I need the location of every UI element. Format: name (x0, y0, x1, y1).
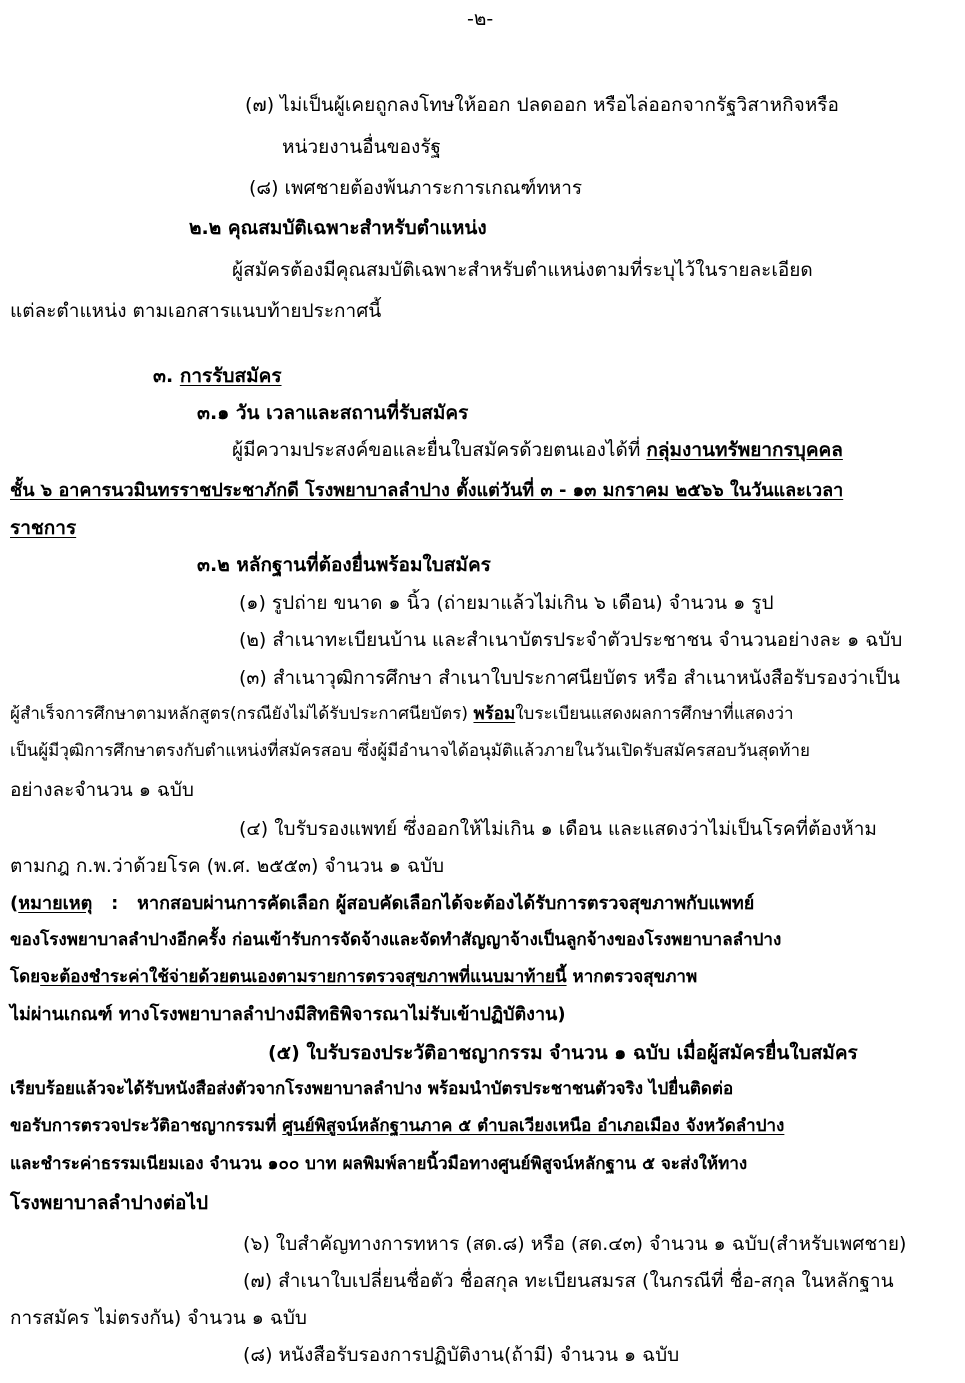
section-3-2-heading: ๓.๒ หลักฐานที่ต้องยื่นพร้อมใบสมัคร (197, 554, 491, 576)
note-line-1: (หมายเหตุ : หากสอบผ่านการคัดเลือก ผู้สอบคัดเลือกได้จะต้องได้รับการตรวจสุขภาพกับแพทย์ (10, 893, 755, 914)
document-item-3-text-a: ผู้สำเร็จการศึกษาตามหลักสูตร(กรณียังไม่ได้รับประกาศนียบัตร) (10, 704, 469, 724)
page-number: -๒- (467, 8, 494, 30)
section-3-number: ๓. (153, 365, 174, 387)
document-item-5-line-2: เรียบร้อยแล้วจะได้รับหนังสือส่งตัวจากโรงพยาบาลลำปาง พร้อมนำบัตรประชาชนตัวจริง ไปยื่นติดต่อ (10, 1079, 734, 1099)
document-item-6: (๖) ใบสำคัญทางการทหาร (สด.๘) หรือ (สด.๔๓) จำนวน ๑ ฉบับ(สำหรับเพศชาย) (243, 1233, 907, 1255)
hr-department-location: กลุ่มงานทรัพยากรบุคคล (646, 439, 843, 461)
section-2-2-line-2: แต่ละตำแหน่ง ตามเอกสารแนบท้ายประกาศนี้ (10, 300, 382, 322)
note-self-pay-text: จะต้องชำระค่าใช้จ่ายด้วยตนเองตามรายการตรวจสุขภาพที่แนบมาท้ายนี้ (40, 967, 567, 987)
section-3-1-line-1 (232, 441, 843, 460)
document-item-7-line-2: การสมัคร ไม่ตรงกัน) จำนวน ๑ ฉบับ (10, 1307, 307, 1329)
document-item-1: (๑) รูปถ่าย ขนาด ๑ นิ้ว (ถ่ายมาแล้วไม่เกิน ๖ เดือน) จำนวน ๑ รูป (239, 592, 774, 614)
document-item-5-line-3 (10, 1118, 784, 1135)
document-item-3-with: พร้อม (473, 704, 516, 724)
document-item-4-line-2: ตามกฎ ก.พ.ว่าด้วยโรค (พ.ศ. ๒๕๕๓) จำนวน ๑ ฉบับ (10, 855, 445, 877)
document-item-3-text-c: ใบระเบียนแสดงผลการศึกษาที่แสดงว่า (515, 704, 794, 724)
document-item-3-line-2 (10, 706, 794, 723)
document-item-3-line-4: อย่างละจำนวน ๑ ฉบับ (10, 779, 194, 801)
qualification-item-7-line-2: หน่วยงานอื่นของรัฐ (282, 136, 442, 158)
qualification-item-7-text: (๗) ไม่เป็นผู้เคยถูกลงโทษให้ออก ปลดออก หรือไล่ออกจากรัฐวิสาหกิจหรือ (245, 94, 839, 116)
section-3-1-text: ผู้มีความประสงค์ขอและยื่นใบสมัครด้วยตนเองได้ที่ (232, 439, 641, 461)
note-text-a: โดย (10, 967, 41, 987)
section-3-heading (153, 367, 282, 386)
note-text: หากสอบผ่านการคัดเลือก ผู้สอบคัดเลือกได้จะต้องได้รับการตรวจสุขภาพกับแพทย์ (137, 893, 755, 914)
note-separator: : (111, 893, 119, 914)
section-3-title: การรับสมัคร (179, 365, 282, 387)
document-item-3-line-3: เป็นผู้มีวุฒิการศึกษาตรงกับตำแหน่งที่สมัครสอบ ซึ่งผู้มีอำนาจได้อนุมัติแล้วภายในวันเปิดรับสมัครสอบวันสุดท้าย (10, 741, 810, 761)
section-2-2-line-1 (232, 261, 955, 280)
document-item-4-text: (๔) ใบรับรองแพทย์ ซึ่งออกให้ไม่เกิน ๑ เดือน และแสดงว่าไม่เป็นโรคที่ต้องห้าม (239, 818, 877, 840)
document-item-5-text-a: ขอรับการตรวจประวัติอาชญากรรมที่ (10, 1116, 277, 1136)
note-line-3 (10, 969, 697, 986)
qualification-item-8: (๘) เพศชายต้องพ้นภาระการเกณฑ์ทหาร (249, 177, 583, 199)
document-item-2: (๒) สำเนาทะเบียนบ้าน และสำเนาบัตรประจำตัวประชาชน จำนวนอย่างละ ๑ ฉบับ (239, 629, 903, 651)
section-3-1-heading: ๓.๑ วัน เวลาและสถานที่รับสมัคร (197, 402, 469, 424)
document-item-4-line-1 (239, 820, 955, 839)
document-item-5-text: (๕) ใบรับรองประวัติอาชญากรรม จำนวน ๑ ฉบับ เมื่อผู้สมัครยื่นใบสมัคร (268, 1042, 858, 1064)
document-item-5-line-4: และชำระค่าธรรมเนียมเอง จำนวน ๑๐๐ บาท ผลพิมพ์ลายนิ้วมือทางศูนย์พิสูจน์หลักฐาน ๕ จะส่งให้ทาง (10, 1154, 748, 1174)
section-3-1-line-2: ชั้น ๖ อาคารนวมินทรราชประชาภักดี โรงพยาบาลลำปาง ตั้งแต่วันที่ ๓ - ๑๓ มกราคม ๒๕๖๖ ในวันและเวลา (10, 480, 844, 501)
forensic-center-location: ศูนย์พิสูจน์หลักฐานภาค ๕ ตำบลเวียงเหนือ อำเภอเมือง จังหวัดลำปาง (282, 1116, 785, 1136)
document-item-7-line-1 (243, 1272, 955, 1291)
document-item-3-line-1 (239, 669, 955, 688)
section-3-1-line-3: ราชการ (10, 517, 77, 539)
document-item-8: (๘) หนังสือรับรองการปฏิบัติงาน(ถ้ามี) จำนวน ๑ ฉบับ (243, 1344, 680, 1366)
document-item-3-text: (๓) สำเนาวุฒิการศึกษา สำเนาใบประกาศนียบัตร หรือ สำเนาหนังสือรับรองว่าเป็น (239, 667, 900, 689)
qualification-item-7-line-1 (245, 96, 955, 115)
note-line-4: ไม่ผ่านเกณฑ์ ทางโรงพยาบาลลำปางมีสิทธิพิจารณาไม่รับเข้าปฏิบัติงาน) (10, 1004, 566, 1025)
note-label: หมายเหตุ (18, 893, 93, 914)
note-text-c: หากตรวจสุขภาพ (572, 967, 698, 987)
document-item-5-line-1 (268, 1044, 955, 1063)
document-item-5-line-5: โรงพยาบาลลำปางต่อไป (10, 1192, 209, 1214)
section-2-2-text: ผู้สมัครต้องมีคุณสมบัติเฉพาะสำหรับตำแหน่งตามที่ระบุไว้ในรายละเอียด (232, 259, 813, 281)
section-2-2-heading: ๒.๒ คุณสมบัติเฉพาะสำหรับตำแหน่ง (189, 217, 487, 239)
note-line-2: ของโรงพยาบาลลำปางอีกครั้ง ก่อนเข้ารับการจัดจ้างและจัดทำสัญญาจ้างเป็นลูกจ้างของโรงพยาบาลลำปาง (10, 930, 782, 950)
document-item-7-text: (๗) สำเนาใบเปลี่ยนชื่อตัว ชื่อสกุล ทะเบียนสมรส (ในกรณีที่ ชื่อ-สกุล ในหลักฐาน (243, 1270, 894, 1292)
